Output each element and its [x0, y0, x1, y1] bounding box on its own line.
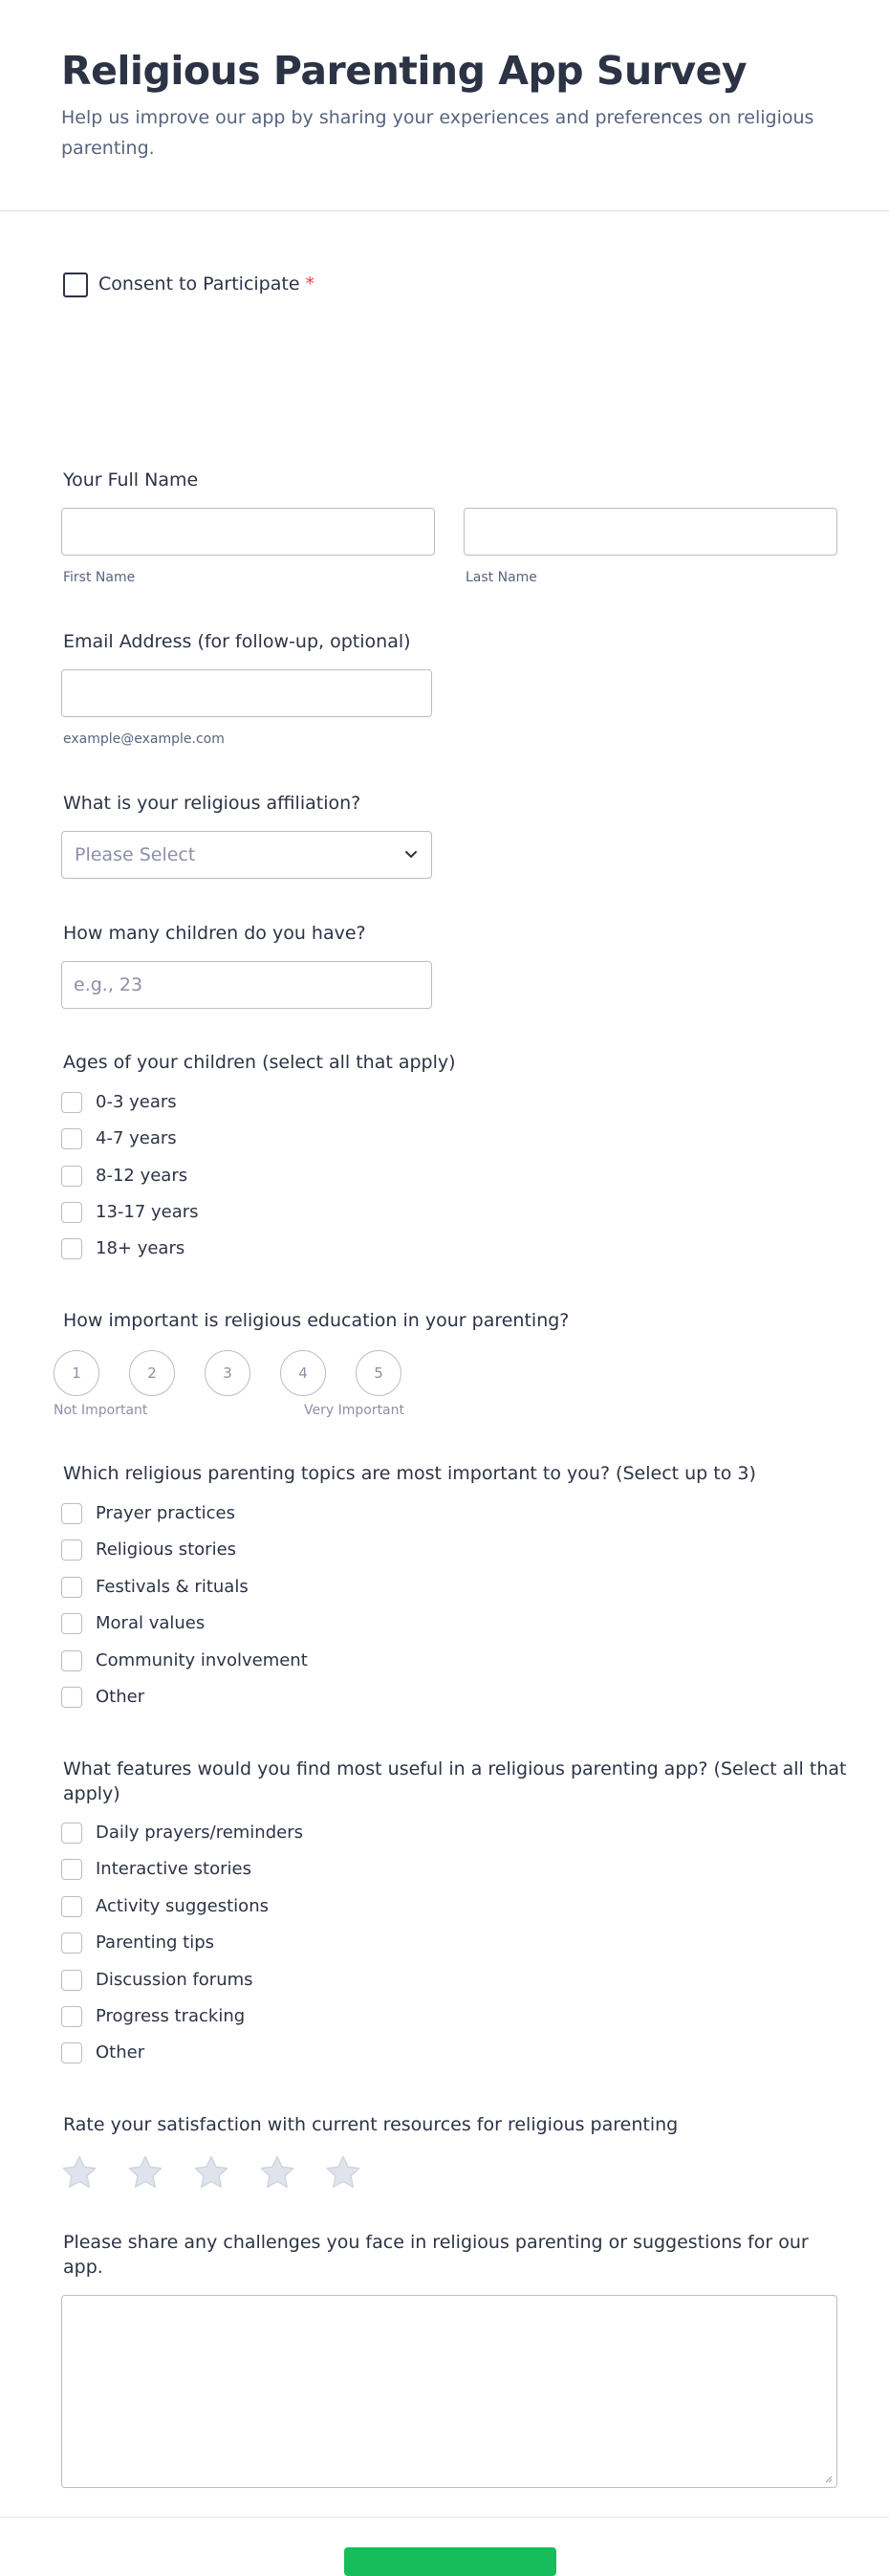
option-label: 8-12 years	[96, 1166, 188, 1186]
checkbox[interactable]	[61, 1238, 82, 1259]
scale-option-1[interactable]: 1	[54, 1350, 99, 1396]
checkbox[interactable]	[61, 1128, 82, 1149]
checkbox[interactable]	[61, 2006, 82, 2027]
resize-handle-icon[interactable]	[823, 2474, 833, 2483]
email-sublabel: example@example.com	[63, 731, 225, 747]
star-icon[interactable]	[257, 2152, 297, 2193]
checkbox[interactable]	[61, 1202, 82, 1223]
option-label: Daily prayers/reminders	[96, 1823, 303, 1843]
checkbox[interactable]	[61, 1859, 82, 1880]
first-name-sublabel: First Name	[63, 570, 136, 585]
footer-divider	[0, 2517, 889, 2518]
required-mark: *	[305, 273, 315, 295]
option-label: Parenting tips	[96, 1932, 215, 1953]
page-subtitle: Help us improve our app by sharing your experiences and preferences on religious parenting.	[61, 107, 814, 159]
checkbox[interactable]	[61, 1503, 82, 1524]
option-label: Other	[96, 1687, 145, 1707]
option-label: Moral values	[96, 1613, 206, 1633]
option-label: Community involvement	[96, 1650, 308, 1670]
option-label: Festivals & rituals	[96, 1577, 249, 1597]
checkbox[interactable]	[61, 1166, 82, 1187]
importance-label: How important is religious education in your parenting?	[63, 1310, 570, 1331]
option-label: 13-17 years	[96, 1202, 199, 1222]
checkbox[interactable]	[61, 1092, 82, 1113]
scale-option-5[interactable]: 5	[356, 1350, 401, 1396]
scale-option-3[interactable]: 3	[205, 1350, 250, 1396]
consent-label[interactable]	[98, 272, 314, 296]
star-icon[interactable]	[191, 2152, 231, 2193]
challenges-textarea[interactable]	[61, 2295, 837, 2488]
checkbox[interactable]	[61, 1650, 82, 1671]
scale-high-caption: Very Important	[304, 1403, 404, 1418]
scale-option-4[interactable]: 4	[280, 1350, 326, 1396]
option-label: Religious stories	[96, 1539, 237, 1560]
topics-label: Which religious parenting topics are most important to you? (Select up to 3)	[63, 1463, 756, 1484]
option-label: 18+ years	[96, 1238, 185, 1258]
features-label: What features would you find most useful in a religious parenting app? (Select all that apply)	[63, 1758, 847, 1804]
option-label: 0-3 years	[96, 1092, 177, 1112]
checkbox[interactable]	[61, 1896, 82, 1917]
checkbox[interactable]	[61, 1687, 82, 1708]
ages-label: Ages of your children (select all that apply)	[63, 1052, 456, 1073]
option-label: Discussion forums	[96, 1970, 253, 1990]
checkbox[interactable]	[61, 1823, 82, 1844]
option-label: Activity suggestions	[96, 1896, 269, 1916]
affiliation-label: What is your religious affiliation?	[63, 793, 361, 814]
chevron-down-icon	[402, 845, 420, 862]
checkbox[interactable]	[61, 1932, 82, 1954]
star-icon[interactable]	[59, 2152, 99, 2193]
option-label: Progress tracking	[96, 2006, 246, 2026]
star-icon[interactable]	[323, 2152, 363, 2193]
form-header	[0, 0, 889, 211]
first-name-input[interactable]	[61, 508, 435, 556]
checkbox[interactable]	[61, 1539, 82, 1561]
checkbox[interactable]	[61, 1613, 82, 1634]
option-label: Prayer practices	[96, 1503, 235, 1523]
star-icon[interactable]	[125, 2152, 165, 2193]
email-field[interactable]	[61, 669, 432, 717]
scale-option-2[interactable]: 2	[129, 1350, 175, 1396]
consent-checkbox[interactable]	[63, 273, 88, 297]
checkbox[interactable]	[61, 1577, 82, 1598]
option-label: Interactive stories	[96, 1859, 251, 1879]
last-name-sublabel: Last Name	[466, 570, 537, 585]
page-title: Religious Parenting App Survey	[61, 48, 748, 94]
challenges-label: Please share any challenges you face in religious parenting or suggestions for our app.	[63, 2232, 809, 2278]
option-label: 4-7 years	[96, 1128, 177, 1148]
consent-label-text: Consent to Participate	[98, 273, 300, 295]
checkbox[interactable]	[61, 1970, 82, 1991]
email-label: Email Address (for follow-up, optional)	[63, 631, 411, 652]
option-label: Other	[96, 2042, 145, 2063]
children-count-label: How many children do you have?	[63, 923, 366, 944]
satisfaction-label: Rate your satisfaction with current resources for religious parenting	[63, 2114, 679, 2135]
submit-button[interactable]	[344, 2547, 556, 2576]
affiliation-select[interactable]	[61, 831, 432, 879]
scale-low-caption: Not Important	[54, 1403, 148, 1418]
affiliation-selected-value: Please Select	[75, 844, 196, 865]
full-name-label: Your Full Name	[63, 469, 199, 491]
children-count-input[interactable]	[61, 961, 432, 1009]
last-name-input[interactable]	[464, 508, 837, 556]
checkbox[interactable]	[61, 2042, 82, 2063]
